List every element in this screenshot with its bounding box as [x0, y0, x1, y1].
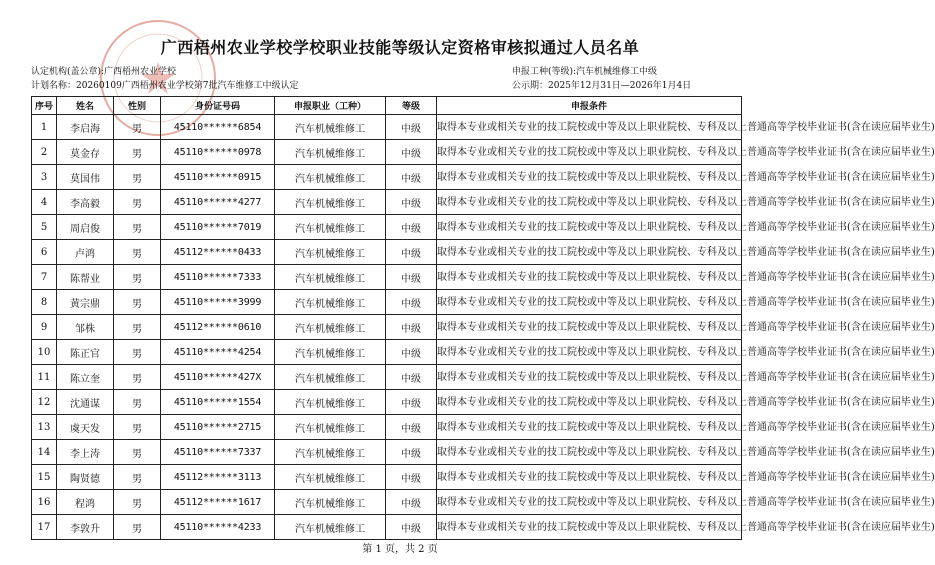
header-gender: 性别: [114, 97, 161, 115]
row-id-number: 45110******7019: [161, 215, 275, 240]
row-index: 4: [32, 190, 57, 215]
table-header-row: [32, 97, 742, 115]
row-gender: 男: [114, 415, 161, 440]
row-id-number: 45112******0610: [161, 315, 275, 340]
page-title: 广西梧州农业学校学校职业技能等级认定资格审核拟通过人员名单: [160, 38, 640, 57]
row-id-number: 45112******1617: [161, 490, 275, 515]
row-level: 中级: [386, 490, 437, 515]
table-row: [32, 140, 742, 165]
row-id-number: 45110******4233: [161, 515, 275, 540]
row-name: 虞天发: [57, 415, 114, 440]
table-row: [32, 240, 742, 265]
row-gender: 男: [114, 315, 161, 340]
row-job: 汽车机械维修工: [275, 190, 386, 215]
row-gender: 男: [114, 190, 161, 215]
row-level: 中级: [386, 290, 437, 315]
table-row: [32, 415, 742, 440]
row-id-number: 45110******7337: [161, 440, 275, 465]
row-job: 汽车机械维修工: [275, 290, 386, 315]
row-gender: 男: [114, 340, 161, 365]
row-gender: 男: [114, 515, 161, 540]
row-level: 中级: [386, 440, 437, 465]
row-condition: 取得本专业或相关专业的技工院校或中等及以上职业院校、专科及以上普通高等学校毕业证书(含在读应届毕业生): [437, 490, 742, 515]
row-condition: 取得本专业或相关专业的技工院校或中等及以上职业院校、专科及以上普通高等学校毕业证书(含在读应届毕业生): [437, 265, 742, 290]
row-index: 12: [32, 390, 57, 415]
certifying-org: 认定机构(盖公章):广西梧州农业学校: [31, 67, 177, 77]
row-gender: 男: [114, 165, 161, 190]
row-job: 汽车机械维修工: [275, 265, 386, 290]
row-level: 中级: [386, 515, 437, 540]
row-id-number: 45110******4277: [161, 190, 275, 215]
row-name: 周启俊: [57, 215, 114, 240]
header-condition: 申报条件: [437, 97, 742, 115]
row-condition: 取得本专业或相关专业的技工院校或中等及以上职业院校、专科及以上普通高等学校毕业证书(含在读应届毕业生): [437, 415, 742, 440]
row-gender: 男: [114, 290, 161, 315]
row-name: 莫国伟: [57, 165, 114, 190]
row-name: 李高毅: [57, 190, 114, 215]
row-index: 17: [32, 515, 57, 540]
table-row: [32, 290, 742, 315]
row-job: 汽车机械维修工: [275, 140, 386, 165]
row-gender: 男: [114, 365, 161, 390]
row-index: 13: [32, 415, 57, 440]
row-gender: 男: [114, 115, 161, 140]
publicity-period: 公示期：2025年12月31日—2026年1月4日: [512, 81, 692, 91]
row-gender: 男: [114, 465, 161, 490]
row-job: 汽车机械维修工: [275, 215, 386, 240]
row-level: 中级: [386, 415, 437, 440]
row-level: 中级: [386, 240, 437, 265]
row-index: 7: [32, 265, 57, 290]
row-condition: 取得本专业或相关专业的技工院校或中等及以上职业院校、专科及以上普通高等学校毕业证书(含在读应届毕业生): [437, 240, 742, 265]
row-job: 汽车机械维修工: [275, 340, 386, 365]
row-index: 16: [32, 490, 57, 515]
row-condition: 取得本专业或相关专业的技工院校或中等及以上职业院校、专科及以上普通高等学校毕业证书(含在读应届毕业生): [437, 365, 742, 390]
row-name: 陈帮业: [57, 265, 114, 290]
row-level: 中级: [386, 165, 437, 190]
row-name: 陈正官: [57, 340, 114, 365]
row-job: 汽车机械维修工: [275, 165, 386, 190]
row-gender: 男: [114, 265, 161, 290]
row-index: 9: [32, 315, 57, 340]
row-job: 汽车机械维修工: [275, 365, 386, 390]
row-index: 15: [32, 465, 57, 490]
table-row: [32, 265, 742, 290]
row-name: 李启海: [57, 115, 114, 140]
row-condition: 取得本专业或相关专业的技工院校或中等及以上职业院校、专科及以上普通高等学校毕业证书(含在读应届毕业生): [437, 465, 742, 490]
row-id-number: 45110******3999: [161, 290, 275, 315]
row-condition: 取得本专业或相关专业的技工院校或中等及以上职业院校、专科及以上普通高等学校毕业证书(含在读应届毕业生): [437, 140, 742, 165]
row-gender: 男: [114, 140, 161, 165]
row-level: 中级: [386, 190, 437, 215]
row-level: 中级: [386, 315, 437, 340]
row-id-number: 45110******0978: [161, 140, 275, 165]
row-name: 程鸿: [57, 490, 114, 515]
row-level: 中级: [386, 140, 437, 165]
row-name: 卢鸿: [57, 240, 114, 265]
row-condition: 取得本专业或相关专业的技工院校或中等及以上职业院校、专科及以上普通高等学校毕业证书(含在读应届毕业生): [437, 390, 742, 415]
row-name: 莫金存: [57, 140, 114, 165]
row-index: 5: [32, 215, 57, 240]
row-gender: 男: [114, 490, 161, 515]
row-level: 中级: [386, 115, 437, 140]
row-index: 1: [32, 115, 57, 140]
row-index: 14: [32, 440, 57, 465]
header-id: 身份证号码: [161, 97, 275, 115]
row-id-number: 45110******7333: [161, 265, 275, 290]
row-id-number: 45112******3113: [161, 465, 275, 490]
table-row: [32, 215, 742, 240]
row-index: 11: [32, 365, 57, 390]
row-condition: 取得本专业或相关专业的技工院校或中等及以上职业院校、专科及以上普通高等学校毕业证书(含在读应届毕业生): [437, 215, 742, 240]
header-name: 姓名: [57, 97, 114, 115]
row-job: 汽车机械维修工: [275, 465, 386, 490]
row-name: 李敦升: [57, 515, 114, 540]
table-row: [32, 365, 742, 390]
row-job: 汽车机械维修工: [275, 415, 386, 440]
row-index: 2: [32, 140, 57, 165]
row-gender: 男: [114, 440, 161, 465]
job-type: 申报工种(等级):汽车机械维修工中级: [512, 67, 658, 77]
row-condition: 取得本专业或相关专业的技工院校或中等及以上职业院校、专科及以上普通高等学校毕业证书(含在读应届毕业生): [437, 190, 742, 215]
row-id-number: 45110******427X: [161, 365, 275, 390]
table-row: [32, 465, 742, 490]
row-job: 汽车机械维修工: [275, 440, 386, 465]
row-id-number: 45110******2715: [161, 415, 275, 440]
table-row: [32, 490, 742, 515]
row-job: 汽车机械维修工: [275, 315, 386, 340]
row-condition: 取得本专业或相关专业的技工院校或中等及以上职业院校、专科及以上普通高等学校毕业证书(含在读应届毕业生): [437, 340, 742, 365]
row-id-number: 45110******4254: [161, 340, 275, 365]
row-index: 10: [32, 340, 57, 365]
row-id-number: 45110******6854: [161, 115, 275, 140]
row-gender: 男: [114, 390, 161, 415]
table-row: [32, 115, 742, 140]
row-id-number: 45110******1554: [161, 390, 275, 415]
row-level: 中级: [386, 340, 437, 365]
table-row: [32, 390, 742, 415]
row-name: 邹株: [57, 315, 114, 340]
row-condition: 取得本专业或相关专业的技工院校或中等及以上职业院校、专科及以上普通高等学校毕业证书(含在读应届毕业生): [437, 440, 742, 465]
row-level: 中级: [386, 365, 437, 390]
table-body: [32, 115, 935, 540]
row-job: 汽车机械维修工: [275, 515, 386, 540]
row-level: 中级: [386, 390, 437, 415]
row-index: 3: [32, 165, 57, 190]
row-gender: 男: [114, 240, 161, 265]
header-idx: 序号: [32, 97, 57, 115]
row-level: 中级: [386, 465, 437, 490]
row-index: 8: [32, 290, 57, 315]
table-row: [32, 190, 742, 215]
row-gender: 男: [114, 215, 161, 240]
row-condition: 取得本专业或相关专业的技工院校或中等及以上职业院校、专科及以上普通高等学校毕业证书(含在读应届毕业生): [437, 165, 742, 190]
row-id-number: 45112******0433: [161, 240, 275, 265]
table-row: [32, 315, 742, 340]
row-name: 李上涛: [57, 440, 114, 465]
row-job: 汽车机械维修工: [275, 240, 386, 265]
row-name: 沈通谋: [57, 390, 114, 415]
row-condition: 取得本专业或相关专业的技工院校或中等及以上职业院校、专科及以上普通高等学校毕业证书(含在读应届毕业生): [437, 290, 742, 315]
row-job: 汽车机械维修工: [275, 390, 386, 415]
row-name: 黄宗鼎: [57, 290, 114, 315]
row-id-number: 45110******0915: [161, 165, 275, 190]
row-name: 陶贤德: [57, 465, 114, 490]
row-name: 陈立奎: [57, 365, 114, 390]
table-row: [32, 165, 742, 190]
header-job: 申报职业（工种）: [275, 97, 386, 115]
table-row: [32, 340, 742, 365]
row-level: 中级: [386, 215, 437, 240]
row-job: 汽车机械维修工: [275, 115, 386, 140]
row-condition: 取得本专业或相关专业的技工院校或中等及以上职业院校、专科及以上普通高等学校毕业证书(含在读应届毕业生): [437, 115, 742, 140]
table-row: [32, 440, 742, 465]
roster-table: [31, 96, 935, 540]
header-level: 等级: [386, 97, 437, 115]
row-level: 中级: [386, 265, 437, 290]
row-condition: 取得本专业或相关专业的技工院校或中等及以上职业院校、专科及以上普通高等学校毕业证书(含在读应届毕业生): [437, 315, 742, 340]
page-footer: 第 1 页，共 2 页: [362, 544, 438, 555]
plan-name: 计划名称：20260109广西梧州农业学校第7批汽车维修工中级认定: [31, 81, 299, 91]
row-job: 汽车机械维修工: [275, 490, 386, 515]
table-row: [32, 515, 742, 540]
row-index: 6: [32, 240, 57, 265]
row-condition: 取得本专业或相关专业的技工院校或中等及以上职业院校、专科及以上普通高等学校毕业证书(含在读应届毕业生): [437, 515, 742, 540]
